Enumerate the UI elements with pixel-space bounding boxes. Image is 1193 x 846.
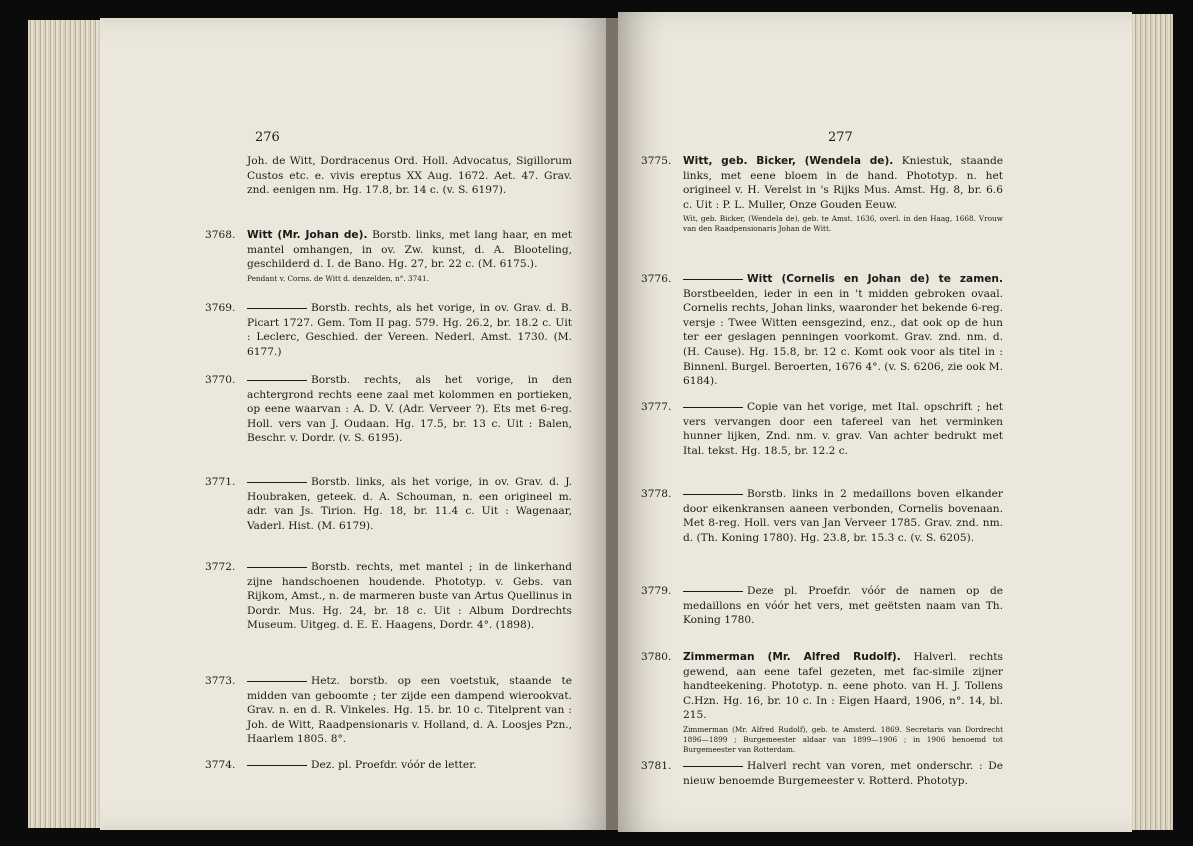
entry-text: Joh. de Witt, Dordracenus Ord. Holl. Advocatus, Sigillorum Custos etc. e. vivis ereptus XX Aug. 1672. Aet. 47. Grav. znd. eenigen nm. Hg. 17.8, br. 14 c. (v. S. 6197). — [247, 155, 572, 197]
dash-rule — [683, 591, 743, 592]
catalog-entry — [641, 400, 1003, 458]
entry-text: Dez. pl. Proefdr. vóór de letter. — [311, 759, 477, 771]
entry-note: Wit, geb. Bicker, (Wendela de), geb. te Amst. 1636, overl. in den Haag, 1668. Vrouw van den Raadpensionaris Johan de Witt. — [683, 214, 1003, 234]
entry-text: Borstb. links in 2 medaillons boven elkander door eikenkransen aaneen verbonden, Cornelis bovenaan. Met 8-reg. Holl. vers van Jan Verveer 1785. Grav. znd. nm. d. (Th. Koning 1780). Hg. 23.8, br. 15.3 c. (v. S. 6205). — [683, 488, 1003, 544]
entry-text: Copie van het vorige, met Ital. opschrift ; het vers vervangen door een tafereel van het verminken hunner lijken, Znd. nm. v. grav. Van achter bedrukt met Ital. tekst. Hg. 18.5, br. 12.2 c. — [683, 401, 1003, 457]
entry-text: Borstb. rechts, als het vorige, in ov. Grav. d. B. Picart 1727. Gem. Tom II pag. 579. Hg. 26.2, br. 18.2 c. Uit : Leclerc, Geschied. der Vereen. Nederl. Amst. 1730. (M. 6177.) — [247, 302, 572, 358]
catalog-entry — [205, 373, 572, 446]
entry-number: 3770. — [205, 374, 236, 386]
entry-text: Deze pl. Proefdr. vóór de namen op de medaillons en vóór het vers, met geëtsten naam van Th. Koning 1780. — [683, 585, 1003, 627]
entry-heading: Zimmerman (Mr. Alfred Rudolf). — [683, 651, 901, 663]
entry-note: Zimmerman (Mr. Alfred Rudolf), geb. te Amsterd. 1869. Secretaris van Dordrecht 1896—1899 ; Burgemeester aldaar van 1899—1906 ; in 1906 benoemd tot Burgemeester van Rotterdam. — [683, 724, 1003, 754]
page-number: 276 — [255, 130, 280, 145]
entry-number: 3769. — [205, 302, 236, 314]
dash-rule — [247, 765, 307, 766]
page-number: 277 — [828, 130, 853, 145]
dash-rule — [683, 407, 743, 408]
catalog-entry — [205, 674, 572, 747]
entry-number: 3768. — [205, 229, 236, 241]
entry-number: 3774. — [205, 759, 236, 771]
entry-text: Borstb. links, als het vorige, in ov. Grav. d. J. Houbraken, geteek. d. A. Schouman, n. een origineel m. adr. van Js. Tirion. Hg. 18, br. 11.4 c. Uit : Wagenaar, Vaderl. Hist. (M. 6179). — [247, 476, 572, 532]
dash-rule — [247, 681, 307, 682]
entry-note: Pendant v. Corns. de Witt d. denzelden, n°. 3741. — [247, 273, 429, 283]
catalog-entry — [641, 154, 1004, 234]
entry-heading: Witt, geb. Bicker, (Wendela de). — [683, 155, 894, 167]
catalog-entry — [641, 487, 1003, 545]
catalog-entry — [641, 584, 1003, 628]
entry-text: Halverl recht van voren, met onderschr. : De nieuw benoemde Burgemeester v. Rotterd. Phototyp. — [683, 760, 1003, 787]
entry-number: 3777. — [641, 401, 672, 413]
entry-number: 3773. — [205, 675, 236, 687]
catalog-entry — [641, 759, 1003, 788]
entry-text: Halverl. rechts gewend, aan eene tafel gezeten, met fac-simile zijner handteekening. Phototyp. n. eene photo. van H. J. Tollens C.Hzn. Hg. 16, br. 10 c. In : Eigen Haard, 1906, n°. 14, bl. 215. — [683, 651, 1003, 722]
entry-heading: Witt (Cornelis en Johan de) te zamen. — [747, 273, 1003, 285]
left-page — [100, 18, 608, 830]
entry-text: Borstb. rechts, als het vorige, in den achtergrond rechts eene zaal met kolommen en portieken, op eene waarvan : A. D. V. (Adr. Verveer ?). Ets met 6-reg. Holl. vers van J. Oudaan. Hg. 17.5, br. 13 c. Uit : Balen, Beschr. v. Dordr. (v. S. 6195). — [247, 374, 572, 445]
entry-number: 3776. — [641, 273, 672, 285]
dash-rule — [247, 482, 307, 483]
dash-rule — [683, 279, 743, 280]
entry-text: Borstbeelden, ieder in een in 't midden gebroken ovaal. Cornelis rechts, Johan links, waaronder het bekende 6-reg. versje : Twee Witten eensgezind, enz., dat ook op de hun ter eer geslagen penningen voorkomt. Grav. znd. nm. d. (H. Cause). Hg. 15.8, br. 12 c. Komt ook voor als titel in : Binnenl. Burgel. Beroerten, 1676 4°. (v. S. 6206, zie ook M. 6184). — [683, 287, 1003, 388]
entry-number: 3778. — [641, 488, 672, 500]
entry-text: Hetz. borstb. op een voetstuk, staande te midden van geboomte ; ter zijde een dampend wierookvat. Grav. n. en d. R. Vinkeles. Hg. 15. br. 10 c. Titelprent van : Joh. de Witt, Raadpensionaris v. Holland, d. A. Loosjes Pzn., Haarlem 1805. 8°. — [247, 675, 572, 746]
entry-number: 3780. — [641, 651, 672, 663]
catalog-entry — [205, 560, 572, 633]
entry-number: 3775. — [641, 155, 672, 167]
continued-entry — [247, 154, 572, 198]
entry-number: 3771. — [205, 476, 236, 488]
entry-text: Borstb. links, met lang haar, en met mantel omhangen, in ov. Zw. kunst, d. A. Blooteling, geschilderd d. I. de Bano. Hg. 27, br. 22 c. (M. 6175.). — [247, 229, 572, 271]
entry-number: 3779. — [641, 585, 672, 597]
entry-number: 3772. — [205, 561, 236, 573]
dash-rule — [247, 308, 307, 309]
catalog-entry — [205, 758, 572, 773]
entry-text: Kniestuk, staande links, met eene bloem in de hand. Phototyp. n. het origineel v. H. Verelst in 's Rijks Mus. Amst. Hg. 8, br. 6.6 c. Uit : P. L. Muller, Onze Gouden Eeuw. — [683, 155, 1004, 211]
catalog-entry — [205, 475, 572, 533]
dash-rule — [683, 766, 743, 767]
catalog-entry — [641, 272, 1003, 389]
catalog-entry — [205, 228, 572, 284]
dash-rule — [683, 494, 743, 495]
catalog-entry — [641, 650, 1003, 755]
entry-text: Borstb. rechts, met mantel ; in de linkerhand zijne handschoenen houdende. Phototyp. v. Gebs. van Rijkom, Amst., n. de marmeren buste van Artus Quellinus in Dordr. Mus. Hg. 24, br. 18 c. Uit : Album Dordrechts Museum. Uitgeg. d. E. E. Haagens, Dordr. 4°. (1898). — [247, 561, 572, 632]
catalog-entry — [205, 301, 572, 359]
entry-heading: Witt (Mr. Johan de). — [247, 229, 368, 241]
dash-rule — [247, 380, 307, 381]
entry-number: 3781. — [641, 760, 672, 772]
dash-rule — [247, 567, 307, 568]
right-page — [618, 12, 1132, 832]
